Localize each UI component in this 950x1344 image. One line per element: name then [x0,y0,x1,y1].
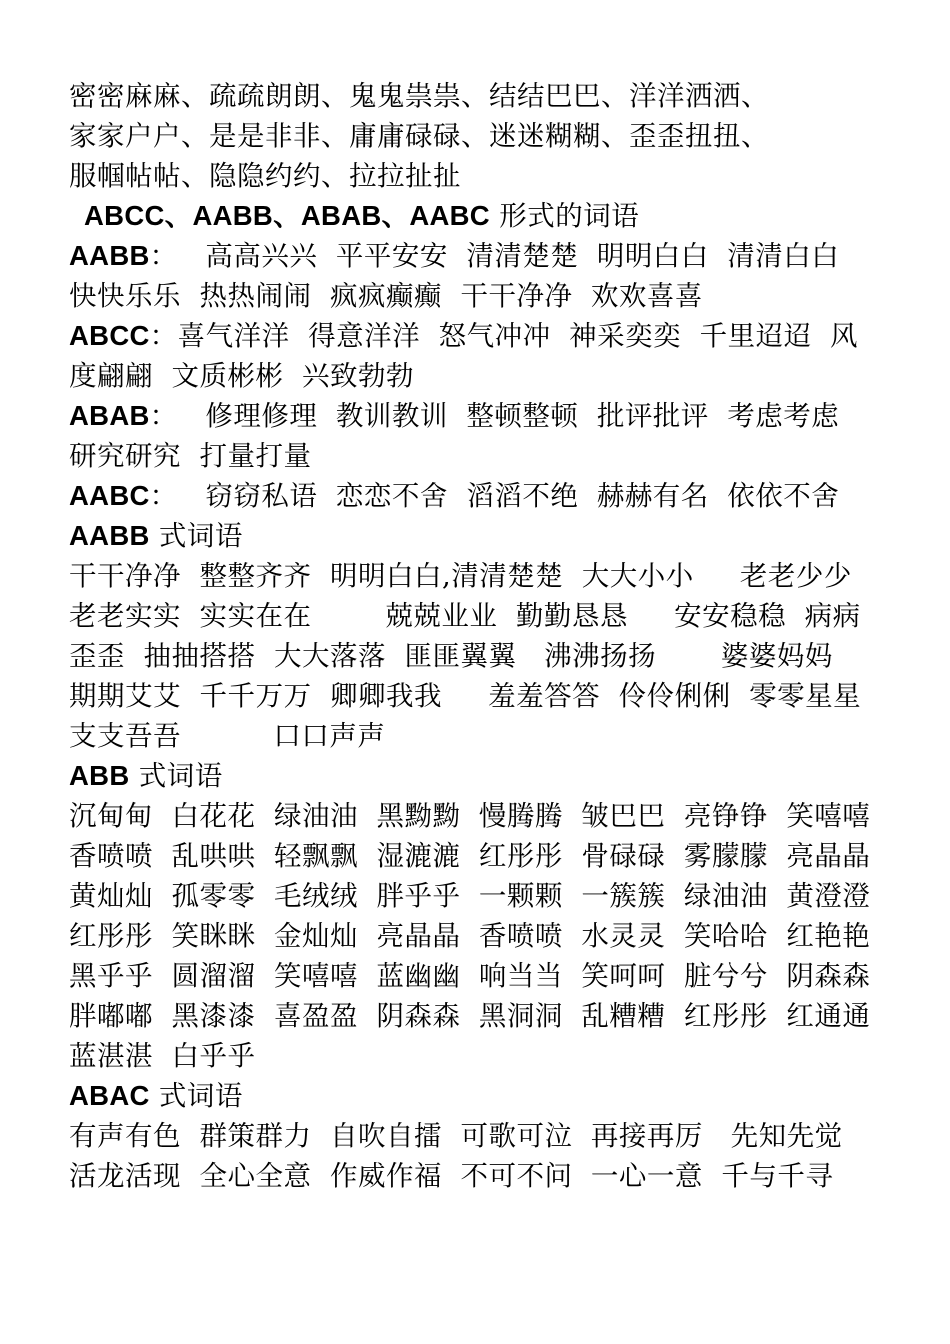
abb-style-line-4: 红彤彤 笑眯眯 金灿灿 亮晶晶 香喷喷 水灵灵 笑哈哈 红艳艳 [69,920,871,952]
abac-style-label: ABAC [69,1080,150,1111]
intro-line-3: 服帼帖帖、隐隐约约、拉拉扯扯 [69,160,461,192]
aabb-style-line-3: 歪歪 抽抽搭搭 大大落落 匪匪翼翼 沸沸扬扬 婆婆妈妈 [69,640,833,672]
abb-style-line-3: 黄灿灿 孤零零 毛绒绒 胖乎乎 一颗颗 一簇簇 绿油油 黄澄澄 [69,880,871,912]
abb-style-line-7: 蓝湛湛 白乎乎 [69,1040,256,1072]
aabb-style-line-2: 老老实实 实实在在 兢兢业业 勤勤恳恳 安安稳稳 病病 [69,600,861,632]
aabb-style-heading [69,516,909,556]
group-aabb-continuation: 快快乐乐 热热闹闹 疯疯癫癫 干干净净 欢欢喜喜 [69,280,703,312]
aabb-style-line-1: 干干净净 整整齐齐 明明白白,清清楚楚 大大小小 老老少少 [69,560,852,592]
group-aabc-label: AABC [69,480,150,511]
group-aabb-words: 高高兴兴 平平安安 清清楚楚 明明白白 清清白白 [177,240,840,272]
group-abab-sep: ： [149,400,178,432]
abb-style-suffix: 式词语 [129,760,223,792]
abb-style-heading [69,756,909,796]
abac-style-heading [69,1076,909,1116]
abb-style-line-1: 沉甸甸 白花花 绿油油 黑黝黝 慢腾腾 皱巴巴 亮铮铮 笑嘻嘻 [69,800,871,832]
section-title-text: 形式的词语 [489,200,640,232]
abac-style-line-1: 有声有色 群策群力 自吹自擂 可歌可泣 再接再厉 先知先觉 [69,1120,843,1152]
abb-style-line-5: 黑乎乎 圆溜溜 笑嘻嘻 蓝幽幽 响当当 笑呵呵 脏兮兮 阴森森 [69,960,871,992]
abb-style-line-6: 胖嘟嘟 黑漆漆 喜盈盈 阴森森 黑洞洞 乱糟糟 红彤彤 红通通 [69,1000,871,1032]
aabb-style-line-4: 期期艾艾 千千万万 卿卿我我 羞羞答答 伶伶俐俐 零零星星 [69,680,862,712]
document-page [69,76,909,1196]
group-aabb-line [69,236,909,276]
group-abcc-words: 喜气洋洋 得意洋洋 怒气冲冲 神采奕奕 千里迢迢 风 [177,320,859,352]
aabb-style-label: AABB [69,520,150,551]
intro-line-1: 密密麻麻、疏疏朗朗、鬼鬼祟祟、结结巴巴、洋洋洒洒、 [69,80,769,112]
group-aabc-sep: ： [149,480,178,512]
intro-line-2: 家家户户、是是非非、庸庸碌碌、迷迷糊糊、歪歪扭扭、 [69,120,769,152]
group-abcc-sep: ： [149,320,178,352]
abac-style-suffix: 式词语 [149,1080,243,1112]
group-abab-words: 修理修理 教训教训 整顿整顿 批评批评 考虑考虑 [177,400,840,432]
group-abcc-line [69,316,909,356]
abb-style-line-2: 香喷喷 乱哄哄 轻飘飘 湿漉漉 红彤彤 骨碌碌 雾朦朦 亮晶晶 [69,840,871,872]
group-aabc-words: 窃窃私语 恋恋不舍 滔滔不绝 赫赫有名 依依不舍 [177,480,840,512]
group-abab-label: ABAB [69,400,150,431]
group-abab-continuation: 研究研究 打量打量 [69,440,312,472]
section-title-patterns: ABCC、AABB、ABAB、AABC [84,200,490,231]
group-abab-line [69,396,909,436]
group-abcc-continuation: 度翩翩 文质彬彬 兴致勃勃 [69,360,414,392]
section-title [69,196,909,236]
aabb-style-line-5: 支支吾吾 口口声声 [69,720,386,752]
group-aabc-line [69,476,909,516]
abac-style-line-2: 活龙活现 全心全意 作威作福 不可不问 一心一意 千与千寻 [69,1160,834,1192]
abb-style-label: ABB [69,760,130,791]
group-aabb-label: AABB [69,240,150,271]
aabb-style-suffix: 式词语 [149,520,243,552]
group-abcc-label: ABCC [69,320,150,351]
group-aabb-sep: ： [149,240,178,272]
